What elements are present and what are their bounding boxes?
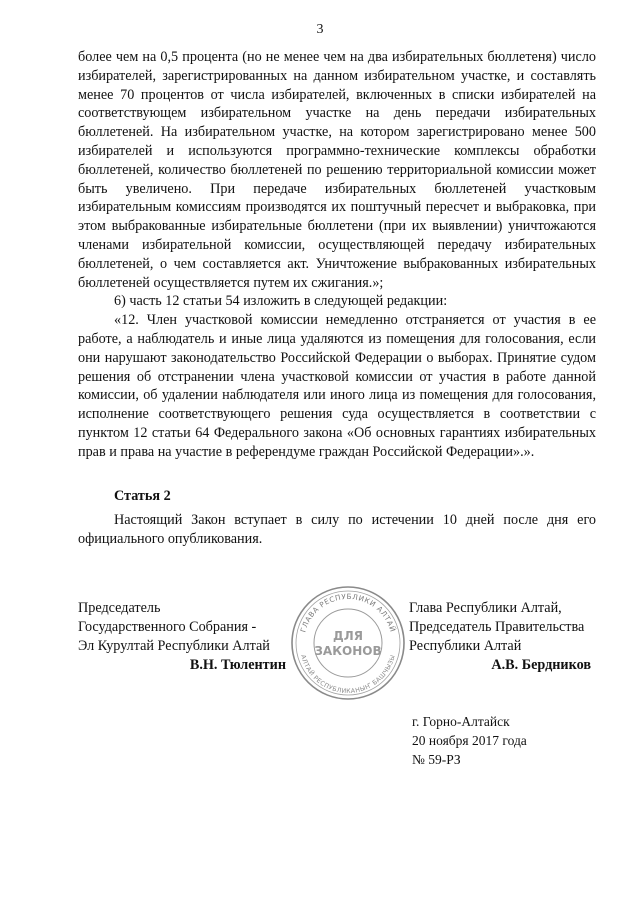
law-text [78,48,596,462]
signatory-left-title-1: Председатель [78,600,161,616]
paragraph-amendment-text: «12. Член участковой комиссии немедленно отстраняется от участия в ее работе, а наблюдатель и иные лица удаляются из помещения для голосования, если они нарушают законодательство Российской Федерации о выборах. Принятие судом решения об отстранении члена участковой комиссии от участия в работе данной комиссии, об удалении наблюдателя или иного лица из помещения для голосования, исполнение соответствующего решения суда осуществляется в соответствии с пунктом 12 статьи 64 Федерального закона «Об основных гарантиях избирательных прав и права на участие в референдуме граждан Российской Федерации».». [78,312,596,460]
page-number: 3 [316,22,324,37]
signatory-right-title-2: Председатель Правительства [409,619,585,635]
seal-bottom-text: АЛТАЙ РЕСПУБЛИКАНЫҤ БАШЧЫЗЫ [299,653,397,696]
signatory-left-title-2: Государственного Собрания - [78,619,257,635]
article-heading: Статья 2 [114,488,171,504]
signatory-right [409,599,591,675]
seal-center-text-2: ЗАКОНОВ [314,644,382,658]
law-number: № 59-РЗ [412,752,461,767]
place-date: 20 ноября 2017 года [412,733,527,748]
seal-top-text: ГЛАВА РЕСПУБЛИКИ АЛТАЙ [298,591,398,634]
signatory-right-title-3: Республики Алтай [409,638,522,654]
seal-center-text-1: ДЛЯ [333,629,363,643]
place-city: г. Горно-Алтайск [412,714,510,729]
official-seal [290,585,406,701]
svg-text:АЛТАЙ РЕСПУБЛИКАНЫҤ БАШЧЫЗЫ [299,654,397,695]
article-body-text: Настоящий Закон вступает в силу по истечении 10 дней после дня его официального опубликования. [78,512,596,547]
signatory-left [78,599,286,675]
signatory-right-title-1: Глава Республики Алтай, [409,600,562,616]
signatory-left-title-3: Эл Курултай Республики Алтай [78,638,270,654]
article-body [78,511,596,549]
place-and-date [412,712,527,769]
paragraph-continuation: более чем на 0,5 процента (но не менее чем на два избирательных бюллетеня) число избирателей, зарегистрированных на данном избирательном участке, и составлять менее 70 процентов от числа избирателей, включенных в списки избирателей на соответствующем избирательном участке на день передачи избирательных бюллетеней. На избирательном участке, на котором зарегистрировано менее 500 избирателей и используются программно-технические комплексы обработки бюллетеней, количество бюллетеней по решению территориальной комиссии может быть увеличено. При передаче избирательных бюллетеней участковым избирательным комиссиям производятся их поштучный пересчет и выбраковка, при этом выбракованные избирательные бюллетени (при их выявлении) уничтожаются членами избирательной комиссии, осуществляющей передачу избирательных бюллетеней, о чем составляется акт. Уничтожение выбракованных избирательных бюллетеней осуществляется путем их сжигания.»; [78,49,596,291]
signatory-left-name: В.Н. Тюлентин [189,657,286,673]
paragraph-amendment-item: 6) часть 12 статьи 54 изложить в следующей редакции: [114,293,448,310]
signatory-right-name: А.В. Бердников [491,657,591,673]
